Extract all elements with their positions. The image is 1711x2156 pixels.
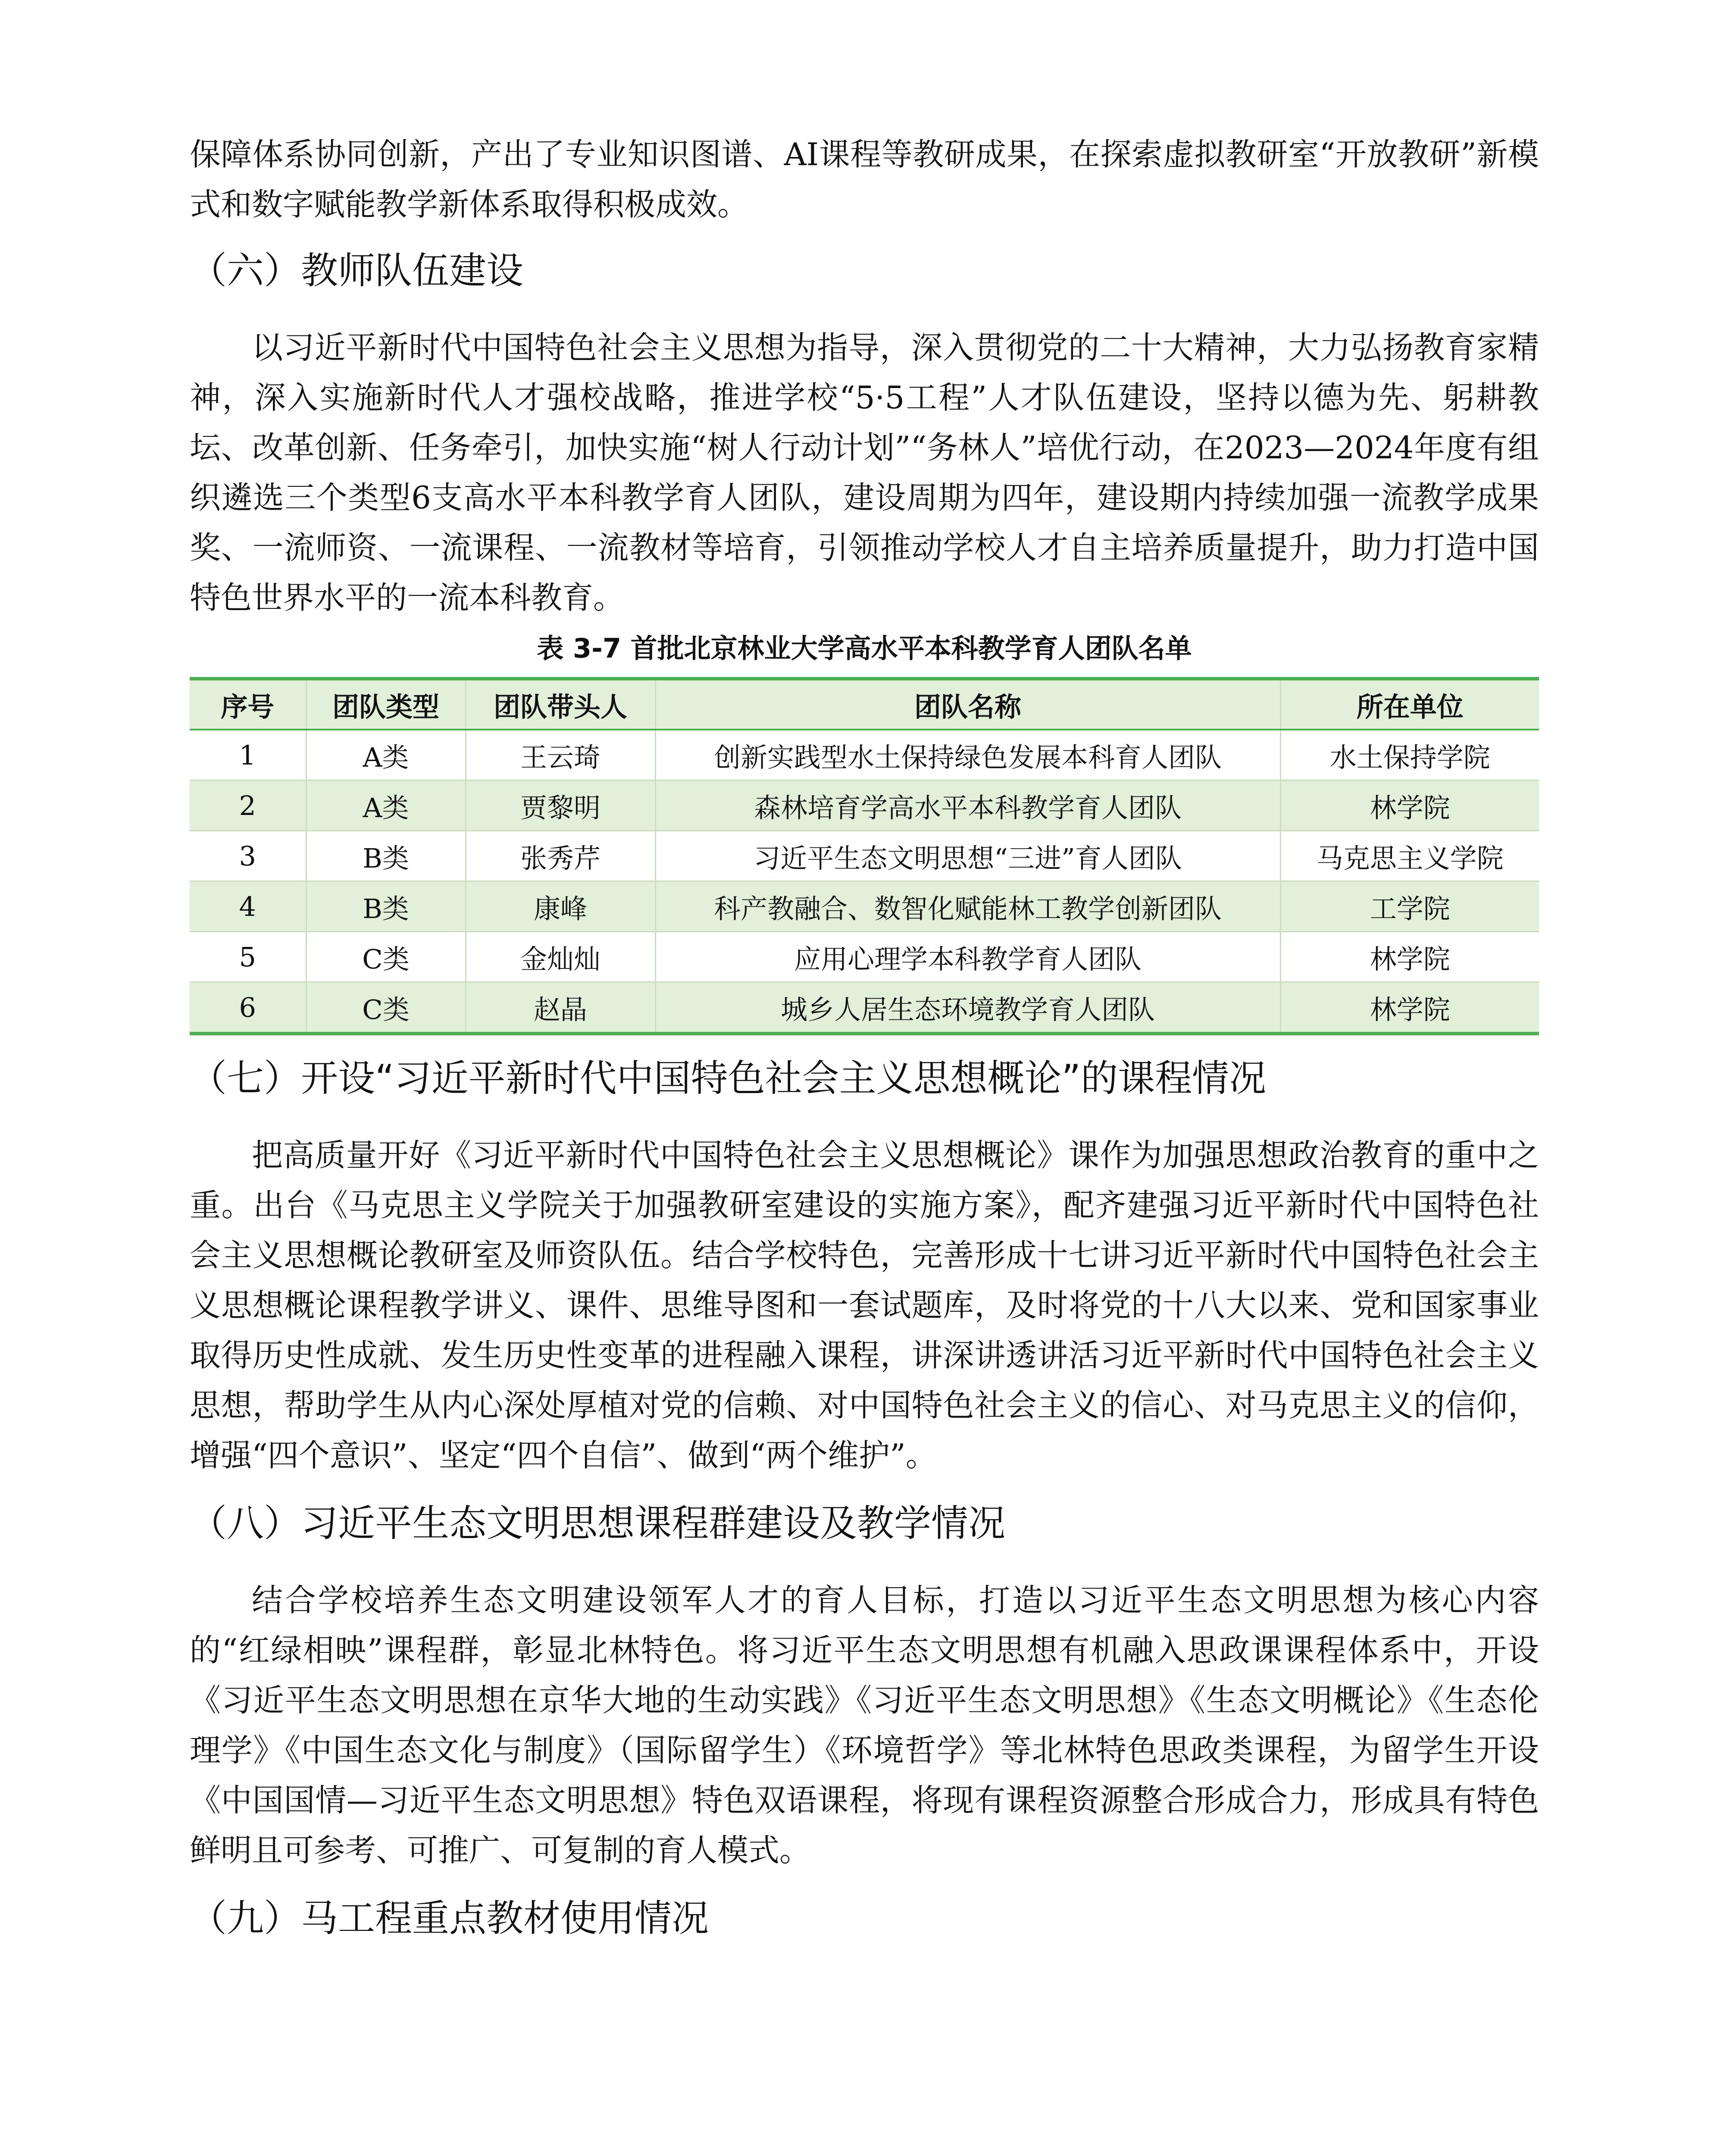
cell-department: 马克思主义学院 bbox=[1280, 831, 1539, 881]
header-team-type: 团队类型 bbox=[306, 679, 466, 730]
page-content bbox=[190, 129, 1539, 1970]
cell-department: 工学院 bbox=[1280, 881, 1539, 932]
section-7-paragraph: 把高质量开好《习近平新时代中国特色社会主义思想概论》课作为加强思想政治教育的重中之重。出台《马克思主义学院关于加强教研室建设的实施方案》，配齐建强习近平新时代中国特色社会主义思想概论教研室及师资队伍。结合学校特色，完善形成十七讲习近平新时代中国特色社会主义思想概论课程教学讲义、课件、思维导图和一套试题库，及时将党的十八大以来、党和国家事业取得历史性成就、发生历史性变革的进程融入课程，讲深讲透讲活习近平新时代中国特色社会主义思想，帮助学生从内心深处厚植对党的信赖、对中国特色社会主义的信心、对马克思主义的信仰，增强“四个意识”、坚定“四个自信”、做到“两个维护”。 bbox=[190, 1137, 1539, 1473]
cell-department: 林学院 bbox=[1280, 780, 1539, 831]
cell-department: 水土保持学院 bbox=[1280, 730, 1539, 780]
table-row bbox=[190, 982, 1539, 1034]
cell-team-name: 森林培育学高水平本科教学育人团队 bbox=[655, 780, 1280, 831]
cell-index: 6 bbox=[190, 982, 306, 1034]
cell-team-leader: 金灿灿 bbox=[466, 932, 655, 982]
cell-team-type: A类 bbox=[306, 780, 466, 831]
cell-team-type: B类 bbox=[306, 831, 466, 881]
table-row bbox=[190, 831, 1539, 881]
table-row bbox=[190, 881, 1539, 932]
header-index: 序号 bbox=[190, 679, 306, 730]
header-department: 所在单位 bbox=[1280, 679, 1539, 730]
cell-team-name: 应用心理学本科教学育人团队 bbox=[655, 932, 1280, 982]
cell-team-type: C类 bbox=[306, 982, 466, 1034]
cell-team-name: 城乡人居生态环境教学育人团队 bbox=[655, 982, 1280, 1034]
cell-team-name: 科产教融合、数智化赋能林工教学创新团队 bbox=[655, 881, 1280, 932]
table-row bbox=[190, 780, 1539, 831]
table-header-row bbox=[190, 679, 1539, 730]
table-row bbox=[190, 730, 1539, 780]
section-8-heading: （八）习近平生态文明思想课程群建设及教学情况 bbox=[190, 1502, 1005, 1545]
section-6-heading: （六）教师队伍建设 bbox=[190, 249, 523, 292]
header-team-leader: 团队带头人 bbox=[466, 679, 655, 730]
cell-team-type: A类 bbox=[306, 730, 466, 780]
cell-index: 5 bbox=[190, 932, 306, 982]
cell-team-name: 习近平生态文明思想“三进”育人团队 bbox=[655, 831, 1280, 881]
cell-team-leader: 赵晶 bbox=[466, 982, 655, 1034]
cell-team-leader: 王云琦 bbox=[466, 730, 655, 780]
section-7-heading: （七）开设“习近平新时代中国特色社会主义思想概论”的课程情况 bbox=[190, 1057, 1267, 1100]
cell-team-leader: 贾黎明 bbox=[466, 780, 655, 831]
cell-index: 3 bbox=[190, 831, 306, 881]
cell-team-type: B类 bbox=[306, 881, 466, 932]
cell-team-leader: 张秀芹 bbox=[466, 831, 655, 881]
cell-team-type: C类 bbox=[306, 932, 466, 982]
section-9-heading: （九）马工程重点教材使用情况 bbox=[190, 1897, 709, 1940]
cell-department: 林学院 bbox=[1280, 982, 1539, 1034]
intro-paragraph: 保障体系协同创新，产出了专业知识图谱、AI课程等教研成果，在探索虚拟教研室“开放教研”新模式和数字赋能教学新体系取得积极成效。 bbox=[190, 136, 1539, 222]
section-6-paragraph: 以习近平新时代中国特色社会主义思想为指导，深入贯彻党的二十大精神，大力弘扬教育家精神，深入实施新时代人才强校战略，推进学校“5·5工程”人才队伍建设，坚持以德为先、躬耕教坛、改革创新、任务牵引，加快实施“树人行动计划”“务林人”培优行动，在2023—2024年度有组织遴选三个类型6支高水平本科教学育人团队，建设周期为四年，建设期内持续加强一流教学成果奖、一流师资、一流课程、一流教材等培育，引领推动学校人才自主培养质量提升，助力打造中国特色世界水平的一流本科教育。 bbox=[190, 329, 1539, 616]
section-8-paragraph: 结合学校培养生态文明建设领军人才的育人目标，打造以习近平生态文明思想为核心内容的“红绿相映”课程群，彰显北林特色。将习近平生态文明思想有机融入思政课课程体系中，开设《习近平生态文明思想在京华大地的生动实践》《习近平生态文明思想》《生态文明概论》《生态伦理学》《中国生态文化与制度》（国际留学生）《环境哲学》等北林特色思政类课程，为留学生开设《中国国情—习近平生态文明思想》特色双语课程，将现有课程资源整合形成合力，形成具有特色鲜明且可参考、可推广、可复制的育人模式。 bbox=[190, 1582, 1539, 1868]
teaching-team-table bbox=[190, 677, 1539, 1035]
cell-index: 4 bbox=[190, 881, 306, 932]
cell-index: 1 bbox=[190, 730, 306, 780]
cell-department: 林学院 bbox=[1280, 932, 1539, 982]
table-caption: 表 3-7 首批北京林业大学高水平本科教学育人团队名单 bbox=[537, 633, 1192, 664]
table-row bbox=[190, 932, 1539, 982]
cell-team-leader: 康峰 bbox=[466, 881, 655, 932]
cell-team-name: 创新实践型水土保持绿色发展本科育人团队 bbox=[655, 730, 1280, 780]
header-team-name: 团队名称 bbox=[655, 679, 1280, 730]
cell-index: 2 bbox=[190, 780, 306, 831]
